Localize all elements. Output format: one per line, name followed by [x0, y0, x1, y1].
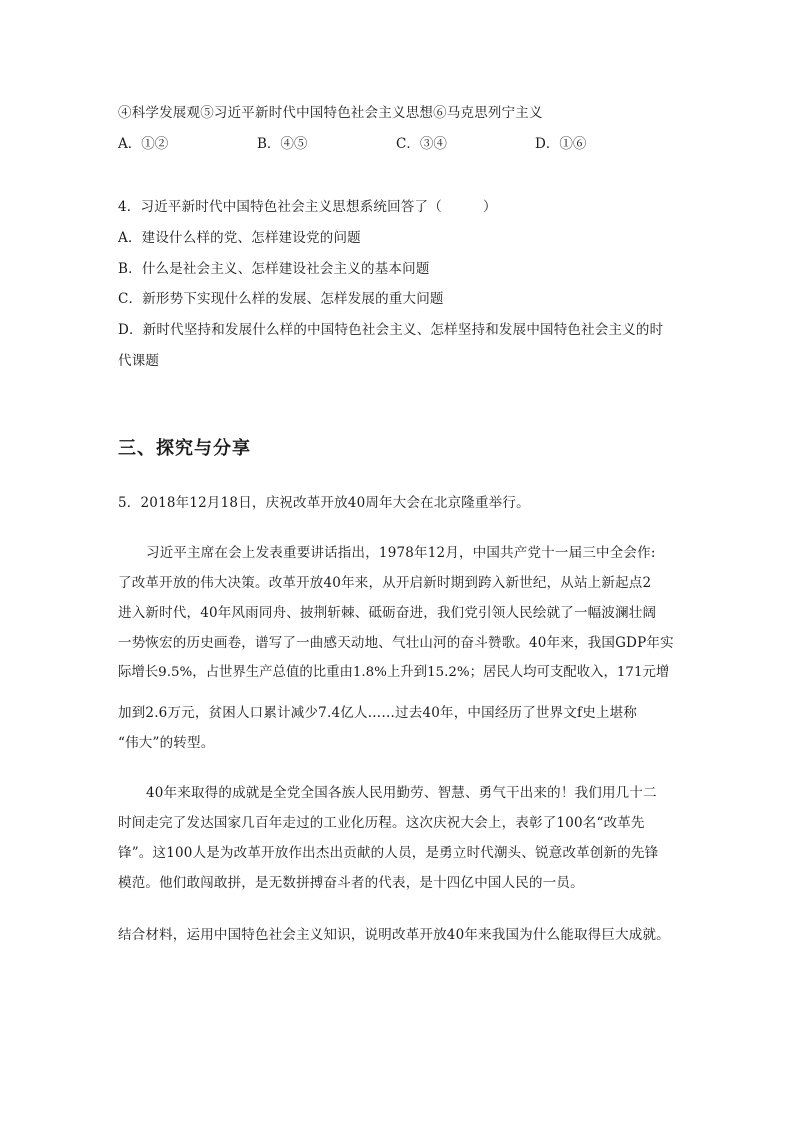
section-title: 三、探究与分享: [118, 438, 251, 459]
q5-para2-line: 锋”。这100人是为改革开放作出杰出贡献的人员，是勇立时代潮头、锐意改革创新的先锋: [118, 845, 659, 861]
q3-option-b: B．④⑤: [257, 136, 308, 152]
q4-stem: 4．习近平新时代中国特色社会主义思想系统回答了（ ）: [118, 199, 497, 215]
q4-option-b: B．什么是社会主义、怎样建设社会主义的基本问题: [118, 261, 430, 277]
q4-option-a: A．建设什么样的党、怎样建设党的问题: [118, 230, 361, 246]
q5-para1-line: 加到2.6万元，贫困人口累计减少7.4亿人……过去40年，中国经历了世界文f史上堪称: [118, 705, 638, 721]
q5-intro: 5．2018年12月18日，庆祝改革开放40周年大会在北京隆重举行。: [118, 495, 530, 511]
q3-items-line: ④科学发展观⑤习近平新时代中国特色社会主义思想⑥马克思列宁主义: [118, 105, 543, 121]
q5-question: 结合材料，运用中国特色社会主义知识，说明改革开放40年来我国为什么能取得巨大成就。: [118, 927, 670, 943]
q5-para2-line: 模范。他们敢闯敢拼，是无数拼搏奋斗者的代表，是十四亿中国人民的一员。: [118, 875, 584, 891]
q5-para1-line: 习近平主席在会上发表重要讲话指出，1978年12月，中国共产党十一届三中全会作:: [146, 545, 656, 561]
q3-option-d: D．①⑥: [535, 136, 587, 152]
q5-para1-line: 了改革开放的伟大决策。改革开放40年来，从开启新时期到跨入新世纪，从站上新起点2: [118, 575, 652, 591]
q3-option-c: C．③④: [396, 136, 447, 152]
q5-para1-line: 际增长9.5%，占世界生产总值的比重由1.8%上升到15.2%；居民人均可支配收入，171元增: [118, 665, 670, 680]
q3-option-a: A．①②: [118, 136, 169, 152]
q5-para2-line: 时间走完了发达国家几百年走过的工业化历程。这次庆祝大会上，表彰了100名“改革先: [118, 815, 645, 831]
q4-option-d: D．新时代坚持和发展什么样的中国特色社会主义、怎样坚持和发展中国特色社会主义的时: [118, 322, 664, 338]
q5-para2-line: 40年来取得的成就是全党全国各族人民用勤劳、智慧、勇气干出来的！我们用几十二: [146, 785, 657, 801]
q4-option-c: C．新形势下实现什么样的发展、怎样发展的重大问题: [118, 291, 444, 307]
q5-para1-line: 一势恢宏的历史画卷，谱写了一曲感天动地、气壮山河的奋斗赞歌。40年来，我国GDP年实: [118, 635, 674, 651]
q5-para1-line: “伟大”的转型。: [118, 735, 215, 751]
q3-options: [118, 134, 678, 154]
q5-para1-line: 进入新时代，40年风雨同舟、披荆斩棘、砥砺奋进，我们党引领人民绘就了一幅波澜壮阔: [118, 605, 657, 621]
q4-option-d-cont: 代课题: [118, 353, 160, 369]
